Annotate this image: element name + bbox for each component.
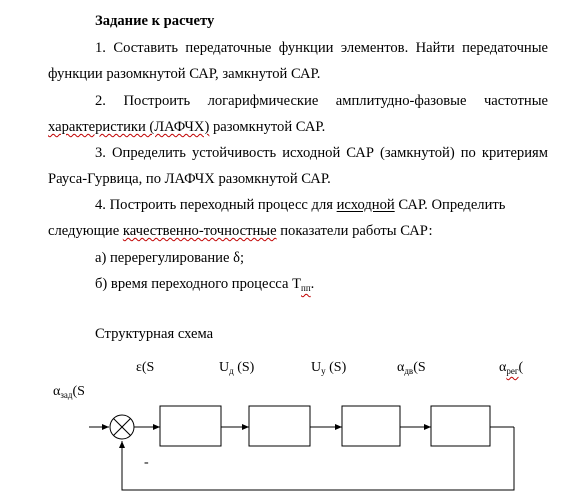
task-1-line-1: 1. Составить передаточные функции элементов. Найти передаточные [95,40,548,56]
ud-signal-label: $U_д$ (S) [219,360,255,376]
uy-signal-label: $U_у$ (S) [311,360,347,376]
block-wdv [342,406,400,446]
task-3-line-2: Рауса-Гурвица, по ЛАФЧХ разомкнутой САР. [48,171,331,187]
task-1-line-2: функции разомкнутой САР, замкнутой САР. [48,66,321,82]
sub-item-a: а) перерегулирование δ; [95,250,245,266]
task-4-line-1: 4. Построить переходный процесс для исходной САР. Определить [95,197,506,213]
task-2-line-1: 2. Построить логарифмические амплитудно-фазовые частотные [95,93,548,109]
heading: Задание к расчету [95,13,215,29]
block-wd [160,406,221,446]
task-4-line-2: следующие качественно-точностные показатели работы САР: [48,223,433,239]
summing-junction [110,415,134,439]
task-3-line-1: 3. Определить устойчивость исходной САР (замкнутой) по критериям [95,145,548,161]
block-wy [249,406,310,446]
output-signal-label: $\alpha_{рег}$( [499,360,524,376]
task-2-line-2: характеристики (ЛАФЧХ) разомкнутой САР. [48,119,326,135]
adv-signal-label: $\alpha_{дв}(S$ [397,360,426,376]
lafchh-term: характеристики (ЛАФЧХ) [48,119,210,135]
diagram-title: Структурная схема [95,326,214,342]
sub-item-b: б) время переходного процесса $T_{пп}$. [95,276,315,293]
input-signal-label: $\alpha_{зад}(S$ [53,384,85,400]
block-wr [431,406,490,446]
error-signal-label: ε(S [136,360,155,375]
minus-sign: - [144,455,149,470]
